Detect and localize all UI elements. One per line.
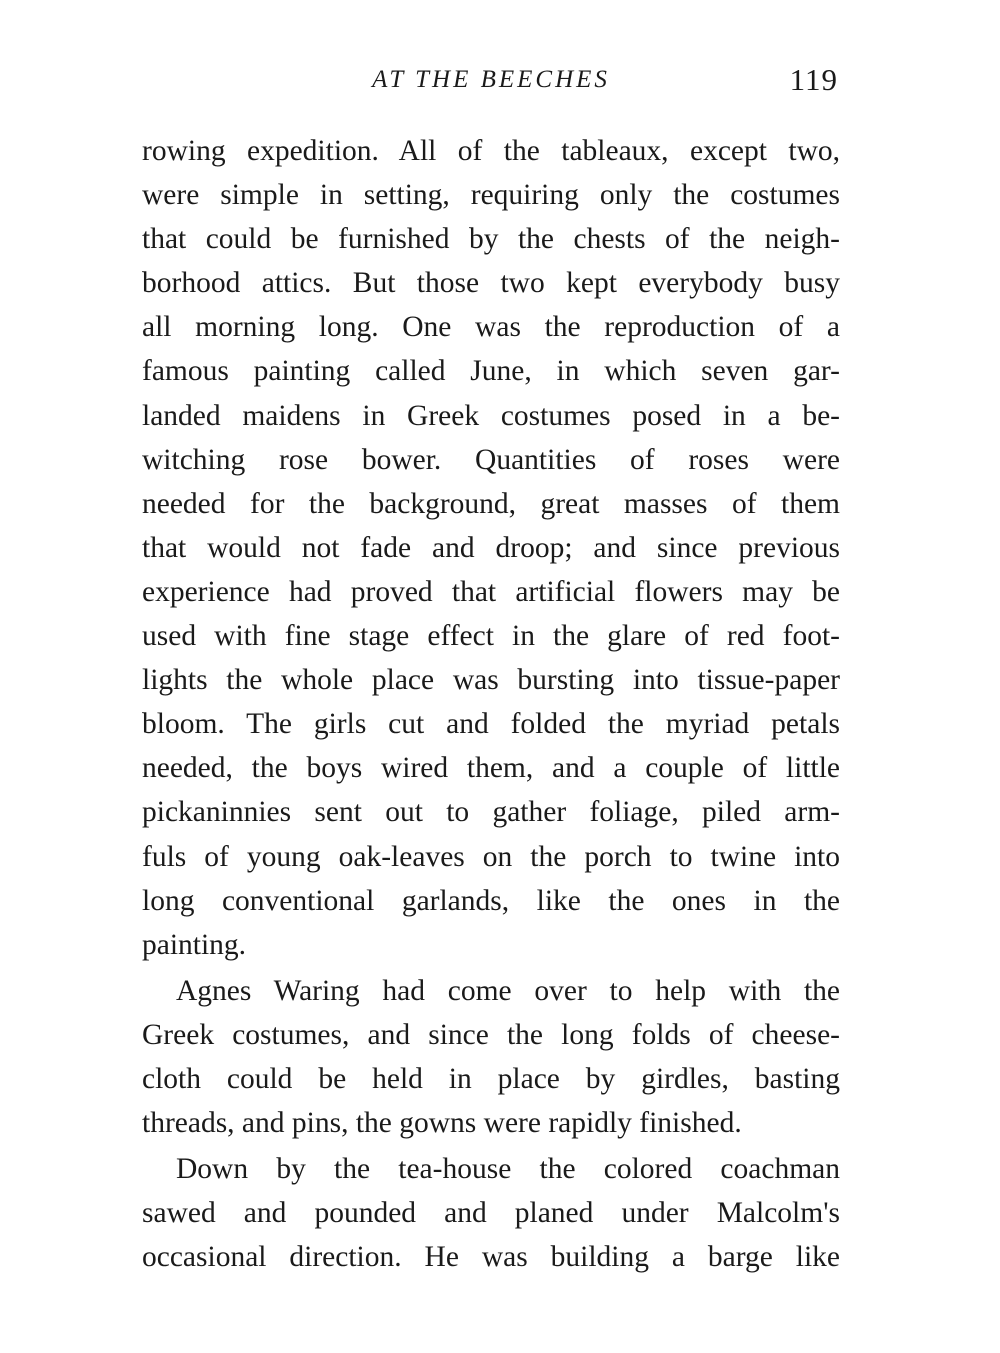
text-line: long conventional garlands, like the ones in the: [142, 884, 840, 917]
paragraph: [142, 1147, 840, 1279]
page-header: [142, 62, 840, 102]
text-line: needed for the background, great masses of them: [142, 487, 840, 520]
text-line: were simple in setting, requiring only the costumes: [142, 179, 840, 212]
text-line: Down by the tea-house the colored coachman: [176, 1153, 840, 1186]
text-line: used with fine stage effect in the glare of red foot-: [142, 620, 840, 653]
text-line: cloth could be held in place by girdles, basting: [142, 1062, 840, 1095]
text-line: lights the whole place was bursting into tissue-paper: [142, 664, 840, 697]
running-title: AT THE BEECHES: [372, 66, 610, 93]
text-line: that would not fade and droop; and since previous: [142, 531, 840, 564]
text-line: fuls of young oak-leaves on the porch to twine into: [142, 840, 840, 873]
body-text: [142, 129, 840, 1279]
paragraph: [142, 969, 840, 1145]
text-line: bloom. The girls cut and folded the myriad petals: [142, 708, 840, 741]
text-line: experience had proved that artificial flowers may be: [142, 575, 840, 608]
text-line: rowing expedition. All of the tableaux, except two,: [142, 135, 840, 167]
text-line: borhood attics. But those two kept everybody busy: [142, 267, 840, 300]
paragraph: [142, 129, 840, 967]
text-line: needed, the boys wired them, and a couple of little: [142, 752, 840, 785]
text-line: painting.: [142, 928, 247, 961]
text-line: all morning long. One was the reproduction of a: [142, 311, 840, 344]
text-line: that could be furnished by the chests of the neigh-: [142, 223, 840, 256]
text-line: witching rose bower. Quantities of roses were: [142, 443, 840, 476]
text-line: threads, and pins, the gowns were rapidly finished.: [142, 1107, 742, 1140]
text-line: pickaninnies sent out to gather foliage, piled arm-: [142, 796, 840, 829]
text-line: sawed and pounded and planed under Malcolm's: [142, 1197, 840, 1230]
page-number: 119: [789, 62, 838, 97]
text-line: occasional direction. He was building a barge like: [142, 1241, 840, 1274]
text-line: Agnes Waring had come over to help with the: [176, 974, 840, 1007]
text-line: Greek costumes, and since the long folds of cheese-: [142, 1018, 840, 1051]
text-line: landed maidens in Greek costumes posed in a be-: [142, 399, 840, 432]
text-line: famous painting called June, in which seven gar-: [142, 355, 840, 388]
